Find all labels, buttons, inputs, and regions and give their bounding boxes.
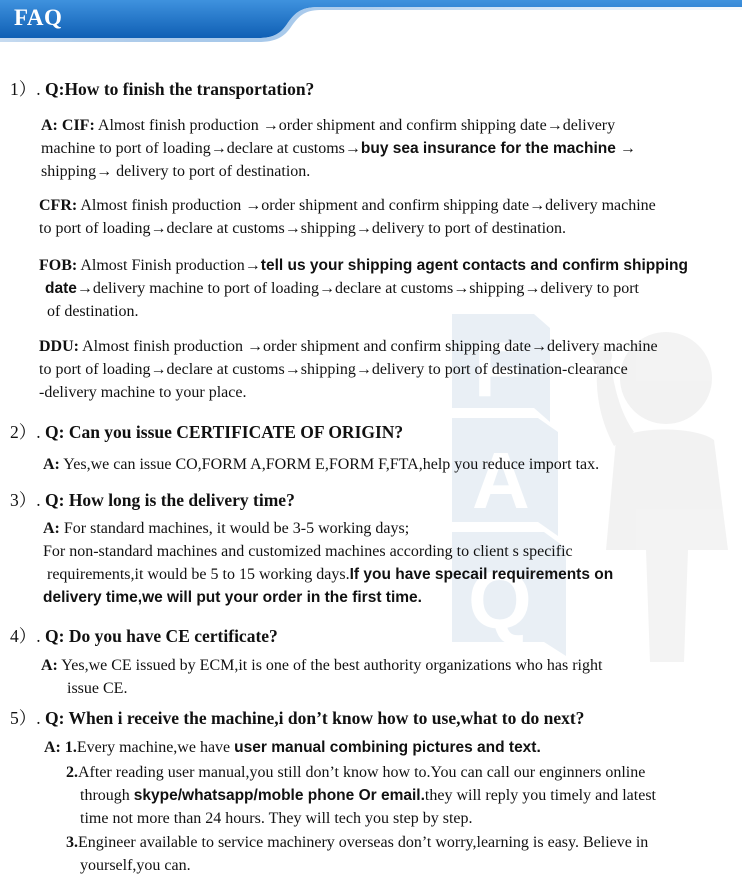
answer-text: -delivery machine to your place. bbox=[39, 384, 247, 401]
faq-question-3 bbox=[10, 490, 295, 510]
answer-label: FOB: bbox=[39, 257, 78, 274]
question-number: 2）. bbox=[10, 422, 41, 442]
answer-text: of destination. bbox=[47, 303, 139, 320]
answer-label: 2. bbox=[66, 764, 78, 781]
answer-line bbox=[80, 786, 656, 806]
answer-line bbox=[39, 383, 246, 403]
answer-text: through bbox=[80, 787, 134, 804]
answer-text: Almost finish production →order shipment and confirm shipping date→delivery bbox=[94, 117, 616, 134]
faq-question-2 bbox=[10, 422, 403, 442]
watermark-letter-f: F bbox=[474, 325, 522, 413]
answer-line bbox=[43, 588, 422, 608]
answer-text: yourself,you can. bbox=[80, 857, 191, 874]
question-text: Q: Do you have CE certificate? bbox=[45, 626, 278, 646]
answer-line bbox=[39, 219, 566, 239]
faq-question-4 bbox=[10, 626, 278, 646]
answer-line bbox=[39, 256, 688, 276]
question-number: 4）. bbox=[10, 626, 41, 646]
answer-label: DDU: bbox=[39, 338, 79, 355]
answer-line bbox=[44, 738, 541, 758]
answer-text: For non-standard machines and customized machines according to client s specific bbox=[43, 543, 573, 560]
watermark-letter-a: A bbox=[472, 436, 530, 525]
answer-line bbox=[47, 565, 613, 585]
answer-label: A: 1. bbox=[44, 739, 77, 756]
question-number: 5）. bbox=[10, 708, 41, 728]
answer-label: A: bbox=[41, 657, 58, 674]
answer-line bbox=[39, 196, 656, 216]
question-text: Q:How to finish the transportation? bbox=[45, 79, 315, 99]
page-title: FAQ bbox=[14, 5, 63, 30]
answer-label: A: bbox=[43, 456, 60, 473]
answer-text: time not more than 24 hours. They will tech you step by step. bbox=[80, 810, 473, 827]
watermark-letter-q: Q bbox=[468, 555, 532, 646]
answer-text: Yes,we CE issued by ECM,it is one of the best authority organizations who has right bbox=[57, 657, 603, 674]
answer-label: A: CIF: bbox=[41, 117, 95, 134]
answer-text: Yes,we can issue CO,FORM A,FORM E,FORM F,FTA,help you reduce import tax. bbox=[59, 456, 600, 473]
answer-line bbox=[43, 519, 409, 539]
answer-text: Engineer available to service machinery overseas don’t worry,learning is easy. Believe in bbox=[78, 834, 649, 851]
question-text: Q: How long is the delivery time? bbox=[45, 490, 295, 510]
answer-line bbox=[47, 302, 139, 322]
answer-emphasis: If you have specail requirements on bbox=[349, 566, 614, 583]
faq-question-5 bbox=[10, 708, 584, 728]
answer-line bbox=[39, 360, 628, 380]
faq-watermark-illustration bbox=[438, 300, 738, 680]
answer-emphasis: tell us your shipping agent contacts and confirm shipping bbox=[260, 257, 688, 274]
answer-text: Every machine,we have bbox=[76, 739, 235, 756]
answer-text: Almost finish production →order shipment and confirm shipping date→delivery machine bbox=[79, 338, 658, 355]
faq-question-1 bbox=[10, 79, 314, 99]
answer-text: requirements,it would be 5 to 15 working days. bbox=[47, 566, 350, 583]
answer-line bbox=[41, 162, 310, 182]
answer-text: they will reply you timely and latest bbox=[424, 787, 656, 804]
answer-label: 3. bbox=[66, 834, 78, 851]
question-number: 1）. bbox=[10, 79, 41, 99]
answer-line bbox=[41, 116, 615, 136]
answer-text: → bbox=[615, 140, 636, 157]
answer-text: machine to port of loading→declare at customs→ bbox=[41, 140, 361, 157]
question-text: Q: Can you issue CERTIFICATE OF ORIGIN? bbox=[45, 422, 404, 442]
answer-label: A: bbox=[43, 520, 60, 537]
question-text: Q: When i receive the machine,i don’t know how to use,what to do next? bbox=[45, 708, 585, 728]
answer-line bbox=[41, 656, 602, 676]
answer-emphasis: skype/whatsapp/moble phone Or email. bbox=[133, 787, 425, 804]
answer-emphasis: date bbox=[45, 280, 77, 297]
answer-line bbox=[66, 833, 648, 853]
answer-emphasis: buy sea insurance for the machine bbox=[360, 140, 616, 157]
answer-text: For standard machines, it would be 3-5 working days; bbox=[59, 520, 410, 537]
answer-text: After reading user manual,you still don’t know how to.You can call our enginners online bbox=[78, 764, 646, 781]
answer-text: issue CE. bbox=[67, 680, 128, 697]
answer-text: Almost Finish production→ bbox=[77, 257, 261, 274]
answer-text: to port of loading→declare at customs→shipping→delivery to port of destination-clearance bbox=[39, 361, 628, 378]
question-number: 3）. bbox=[10, 490, 41, 510]
answer-line bbox=[67, 679, 127, 699]
answer-text: to port of loading→declare at customs→shipping→delivery to port of destination. bbox=[39, 220, 567, 237]
answer-text: shipping→ delivery to port of destination. bbox=[41, 163, 311, 180]
faq-header-banner bbox=[0, 0, 742, 44]
answer-line bbox=[39, 337, 658, 357]
answer-line bbox=[43, 542, 573, 562]
answer-line bbox=[45, 279, 639, 299]
answer-text: Almost finish production →order shipment and confirm shipping date→delivery machine bbox=[77, 197, 656, 214]
answer-emphasis: user manual combining pictures and text. bbox=[234, 739, 541, 756]
answer-line bbox=[80, 856, 191, 876]
answer-line bbox=[66, 763, 645, 783]
answer-text: →delivery machine to port of loading→declare at customs→shipping→delivery to port bbox=[76, 280, 639, 297]
header-banner-shape bbox=[0, 0, 742, 44]
answer-line bbox=[80, 809, 473, 829]
answer-line bbox=[41, 139, 636, 159]
answer-label: CFR: bbox=[39, 197, 78, 214]
answer-emphasis: delivery time,we will put your order in the first time. bbox=[43, 589, 422, 606]
answer-line bbox=[43, 455, 599, 475]
